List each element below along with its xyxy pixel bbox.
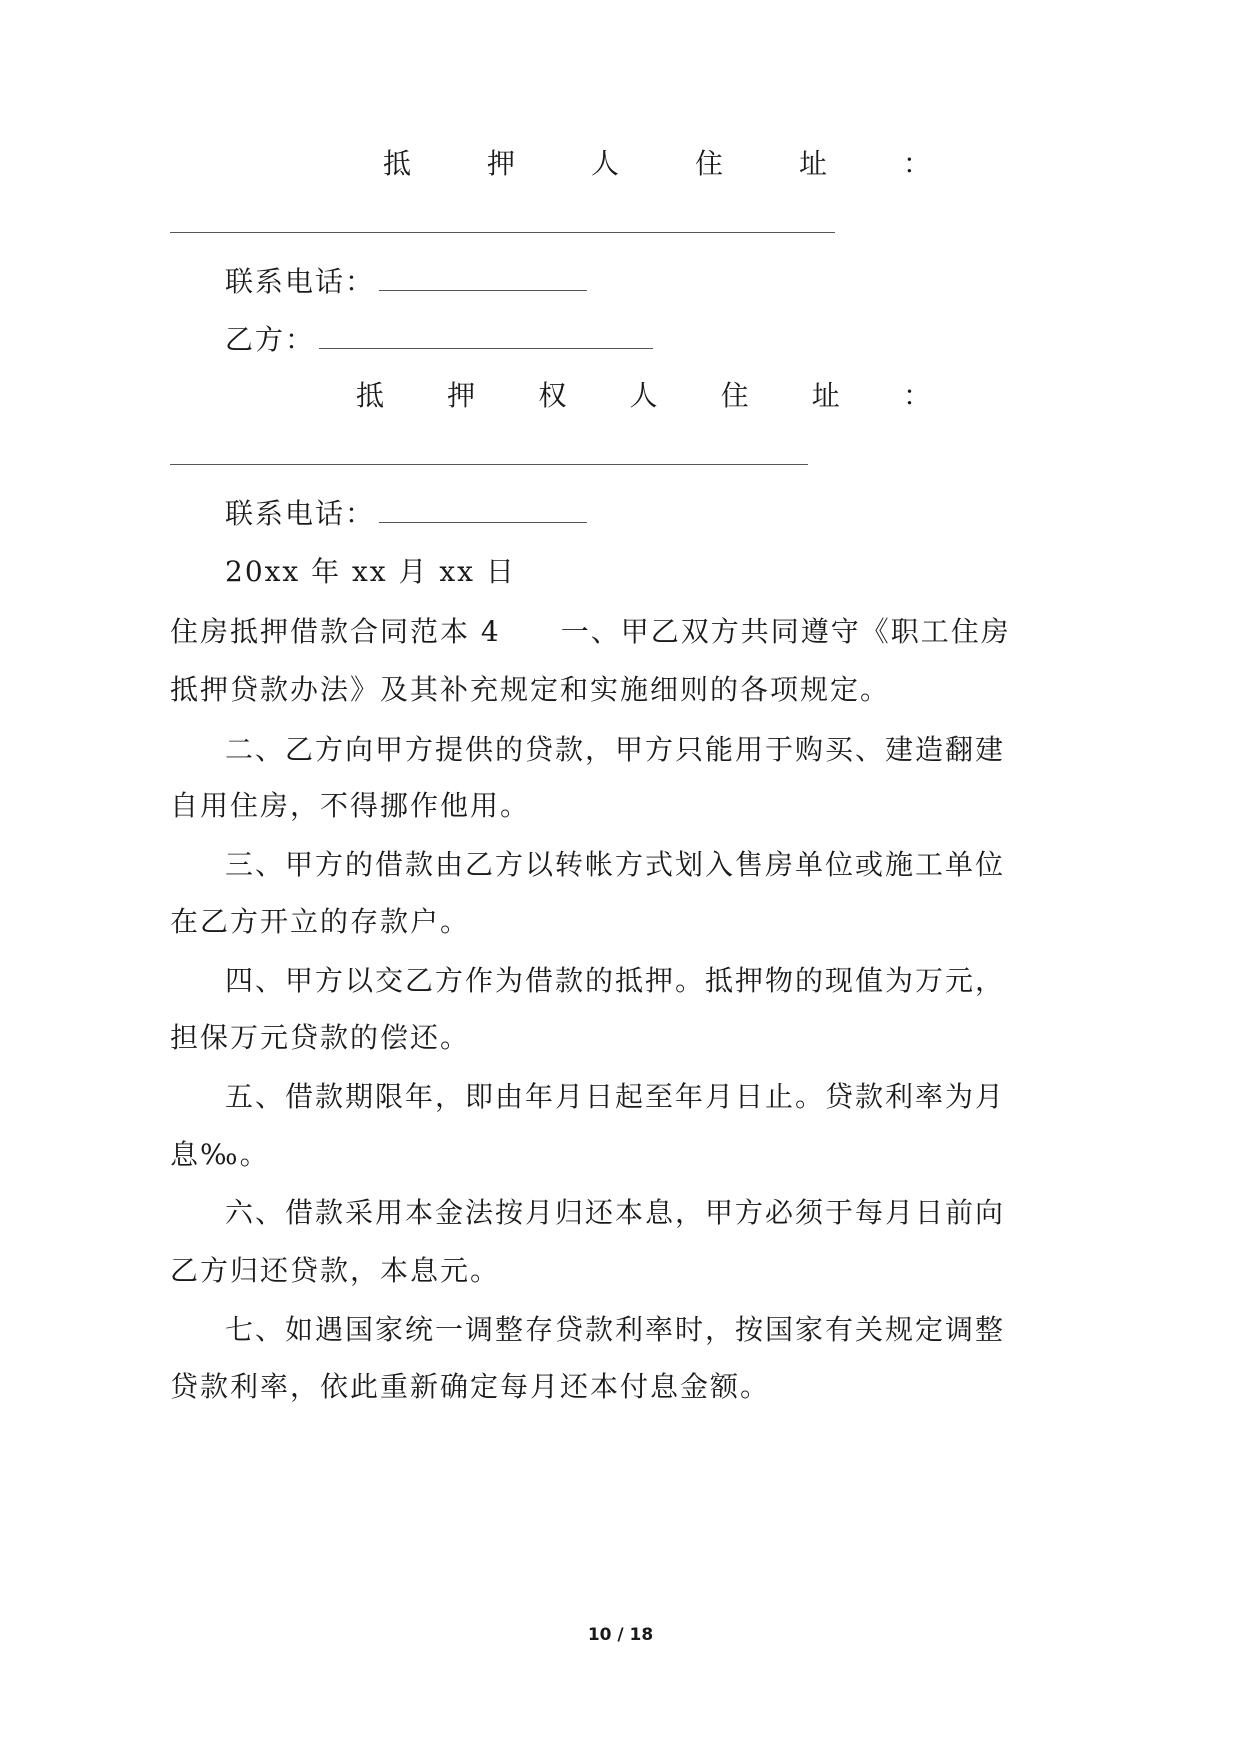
party-b-label: 乙方：	[225, 323, 316, 356]
paragraph-line: 贷款利率，依此重新确定每月还本付息金额。	[170, 1370, 771, 1403]
address-char: 址	[798, 147, 827, 180]
contact-phone-line-1	[225, 262, 587, 302]
paragraph-line: 七、如遇国家统一调整存贷款利率时，按国家有关规定调整	[225, 1313, 1006, 1346]
paragraph-line: 在乙方开立的存款户。	[170, 905, 471, 938]
address-char: 抵	[383, 147, 412, 180]
paragraph-line: 四、甲方以交乙方作为借款的抵押。抵押物的现值为万元，	[225, 964, 1006, 997]
paragraph-line: 三、甲方的借款由乙方以转帐方式划入售房单位或施工单位	[225, 848, 1006, 881]
mortgagee-address-label	[356, 376, 931, 416]
address-char: 押	[447, 379, 476, 412]
contact-phone-label: 联系电话：	[225, 265, 376, 298]
party-b-line	[225, 320, 653, 360]
address-char: 址	[811, 379, 840, 412]
mortgagor-address-label	[383, 144, 931, 184]
address-char: ：	[902, 379, 931, 412]
party-b-blank	[319, 326, 653, 349]
address-char: 押	[486, 147, 515, 180]
address-char: 权	[538, 379, 567, 412]
address-char: 住	[694, 147, 723, 180]
paragraph-line: 自用住房，不得挪作他用。	[170, 789, 531, 822]
address-char: 抵	[356, 379, 385, 412]
mortgagor-address-blank	[170, 232, 835, 233]
paragraph-line: 乙方归还贷款，本息元。	[170, 1254, 501, 1287]
mortgagee-address-blank	[170, 464, 808, 465]
paragraph-line: 担保万元贷款的偿还。	[170, 1021, 471, 1054]
paragraph-line: 息‰。	[170, 1138, 270, 1171]
paragraph-line: 二、乙方向甲方提供的贷款，甲方只能用于购买、建造翻建	[225, 733, 1006, 766]
contact-phone-line-2	[225, 494, 587, 534]
address-char: ：	[902, 147, 931, 180]
paragraph-line: 五、借款期限年，即由年月日起至年月日止。贷款利率为月	[225, 1080, 1006, 1113]
signing-date: 20xx 年 xx 月 xx 日	[225, 555, 516, 588]
contact-phone-blank	[379, 268, 587, 291]
paragraph-line: 抵押贷款办法》及其补充规定和实施细则的各项规定。	[170, 673, 891, 706]
address-char: 人	[590, 147, 619, 180]
page-number: 10 / 18	[587, 1625, 654, 1645]
address-char: 人	[629, 379, 658, 412]
paragraph-line: 六、借款采用本金法按月归还本息，甲方必须于每月日前向	[225, 1196, 1006, 1229]
address-char: 住	[720, 379, 749, 412]
section-title-line: 住房抵押借款合同范本 4 一、甲乙双方共同遵守《职工住房	[170, 615, 1011, 648]
contact-phone-blank	[379, 500, 587, 523]
contact-phone-label: 联系电话：	[225, 497, 376, 530]
